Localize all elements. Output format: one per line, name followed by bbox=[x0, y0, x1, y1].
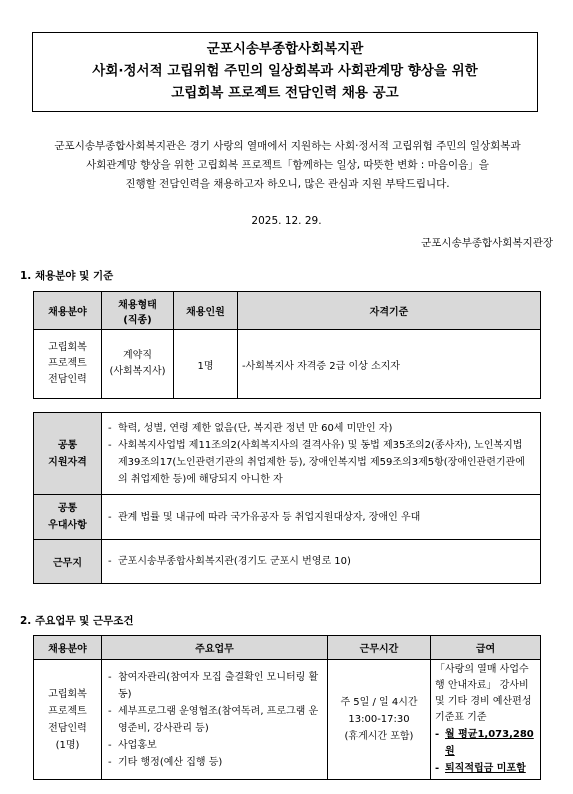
signer: 군포시송부종합사회복지관장 bbox=[421, 237, 553, 249]
pref-list bbox=[108, 509, 534, 526]
header-field: 채용분야 bbox=[34, 636, 102, 660]
list-item: - 군포시송부종합사회복지관(경기도 군포시 번영로 10) bbox=[108, 553, 534, 570]
row-type: 계약직 (사회복지사) bbox=[102, 330, 174, 399]
header-count: 채용인원 bbox=[174, 292, 238, 330]
loc-label: 근무지 bbox=[34, 540, 102, 584]
title-box bbox=[32, 32, 538, 112]
duty-list bbox=[108, 669, 321, 771]
list-item: - 월 평균1,073,280원 bbox=[435, 726, 536, 760]
loc-list bbox=[108, 553, 534, 570]
intro-line3: 진행할 전담인력을 채용하고자 하오니, 많은 관심과 지원 부탁드립니다. bbox=[125, 178, 450, 190]
notice-date: 2025. 12. 29. bbox=[251, 215, 322, 227]
list-item: - 참여자관리(참여자 모집 출결확인 모니터링 활동) bbox=[108, 669, 321, 703]
title-line3: 고립회복 프로젝트 전담인력 채용 공고 bbox=[171, 85, 399, 101]
intro-line1: 군포시송부종합사회복지관은 경기 사랑의 열매에서 지원하는 사회·정서적 고립위험 주민의 일상회복과 bbox=[54, 140, 521, 152]
row-qual: -사회복지사 자격증 2급 이상 소지자 bbox=[238, 330, 541, 399]
list-item: - 사업홍보 bbox=[108, 737, 321, 754]
intro-paragraph bbox=[20, 137, 555, 194]
list-item: - 사회복지사업법 제11조의2(사회복지사의 결격사유) 및 동법 제35조의2(종사자), 노인복지법 제39조의17(노인관련기관의 취업제한 등), 장애인복지법 제59조의3제5항(장애인관련기관에의 취업제한 등)에 해당되지 아니한 자 bbox=[108, 437, 534, 488]
list-item: - 기타 행정(예산 집행 등) bbox=[108, 754, 321, 771]
header-field: 채용분야 bbox=[34, 292, 102, 330]
header-pay: 급여 bbox=[431, 636, 541, 660]
header-hours: 근무시간 bbox=[328, 636, 431, 660]
title-line2: 사회·정서적 고립위험 주민의 일상회복과 사회관계망 향상을 위한 bbox=[92, 63, 478, 79]
pay-list bbox=[435, 726, 536, 777]
header-duty: 주요업무 bbox=[102, 636, 328, 660]
list-item: - 학력, 성별, 연령 제한 없음(단, 복지관 정년 만 60세 미만인 자) bbox=[108, 420, 534, 437]
list-item: - 퇴직적립금 미포함 bbox=[435, 760, 536, 777]
header-qual: 자격기준 bbox=[238, 292, 541, 330]
list-item: - 관계 법률 및 내규에 따라 국가유공자 등 취업지원대상자, 장애인 우대 bbox=[108, 509, 534, 526]
common-label: 공통 지원자격 bbox=[34, 413, 102, 495]
row-field: 고립회복 프로젝트 전담인력 bbox=[34, 330, 102, 399]
conditions-table bbox=[33, 412, 541, 584]
row-count: 1명 bbox=[174, 330, 238, 399]
section2-heading: 2. 주요업무 및 근무조건 bbox=[20, 615, 134, 627]
pref-label: 공통 우대사항 bbox=[34, 495, 102, 540]
section1-heading: 1. 채용분야 및 기준 bbox=[20, 270, 114, 282]
title-line1: 군포시송부종합사회복지관 bbox=[206, 41, 364, 57]
header-type: 채용형태 (직종) bbox=[102, 292, 174, 330]
common-list bbox=[108, 420, 534, 488]
list-item: - 세부프로그램 운영협조(참여독려, 프로그램 운영준비, 강사관리 등) bbox=[108, 703, 321, 737]
duty-hours: 주 5일 / 일 4시간 13:00-17:30 (휴게시간 포함) bbox=[328, 660, 431, 780]
intro-line2: 사회관계망 향상을 위한 고립회복 프로젝트「함께하는 일상, 따뜻한 변화 : 마음이음」을 bbox=[86, 159, 489, 171]
duty-field: 고립회복 프로젝트 전담인력 (1명) bbox=[34, 660, 102, 780]
recruit-table bbox=[33, 291, 541, 399]
duties-table bbox=[33, 635, 541, 780]
pay-text: 「사랑의 열매 사업수행 안내자료」 강사비 및 기타 경비 예산편성 기준표 기준 bbox=[435, 664, 532, 723]
